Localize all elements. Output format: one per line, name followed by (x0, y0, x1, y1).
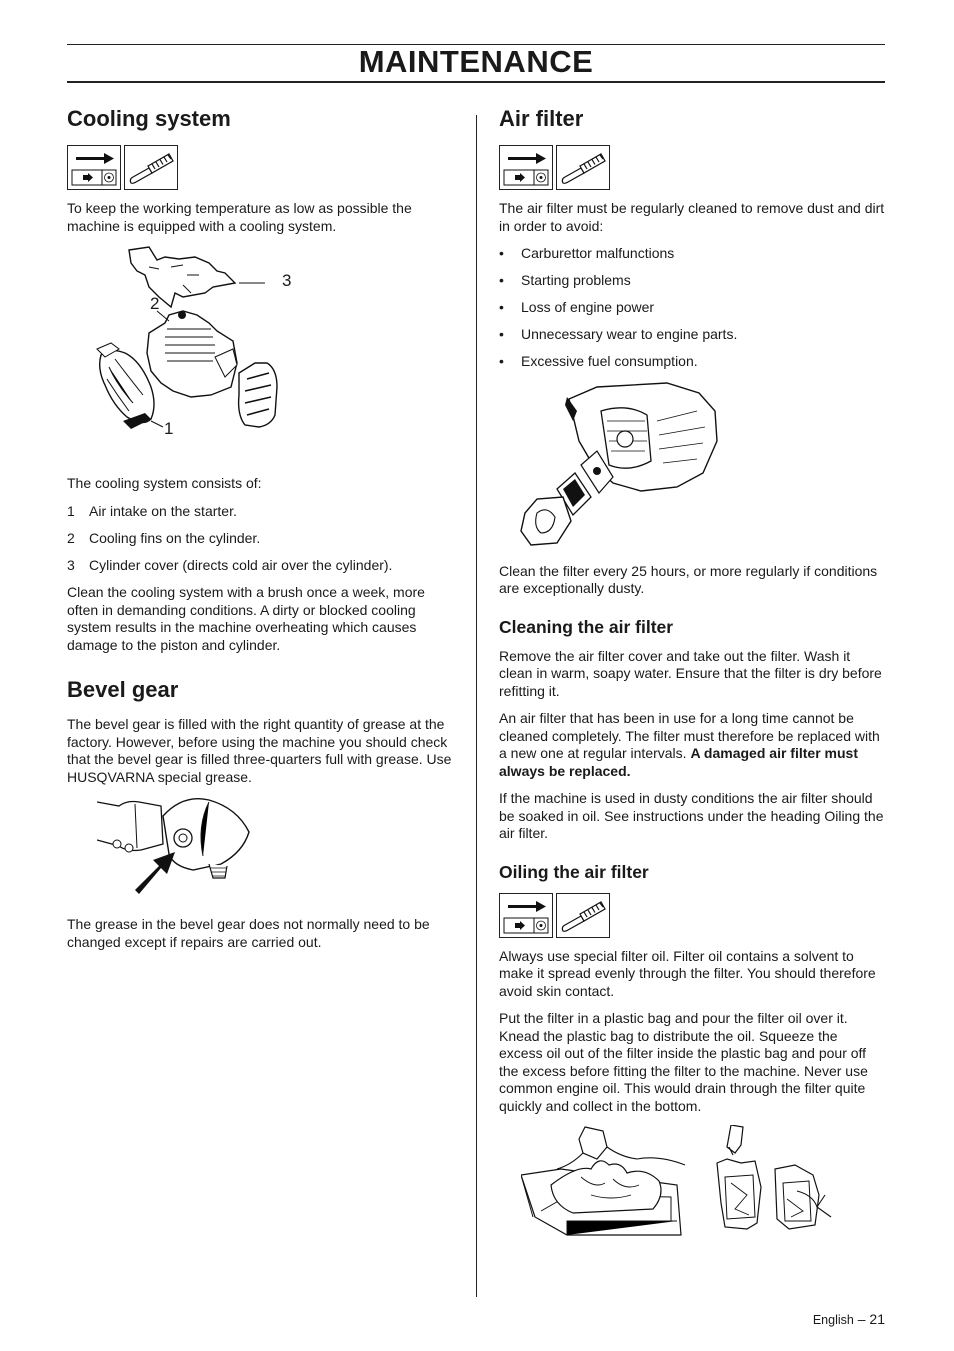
cooling-consists-intro: The cooling system consists of: (67, 475, 262, 491)
list-item (499, 353, 885, 371)
bevel-text-1: The bevel gear is filled with the right quantity of grease at the factory. However, before using the machine you should check that the bevel gear is filled three-quarters full with grease. Use HUSQVARNA special grease. (67, 716, 452, 785)
figure-label-1: 1 (164, 419, 174, 438)
bevel-gear-figure (97, 796, 297, 896)
list-text: Cooling fins on the cylinder. (89, 529, 261, 546)
list-item (67, 503, 453, 521)
cleaning-heading: Cleaning the air filter (499, 616, 674, 637)
bullet: • (499, 353, 504, 369)
cooling-heading: Cooling system (67, 106, 231, 131)
cleaning-text-2 (499, 710, 885, 780)
oiling-figure (521, 1125, 851, 1243)
oiling-text-1: Always use special filter oil. Filter oil contains a solvent to make it spread evenly through the filter. You should therefore avoid skin contact. (499, 947, 876, 999)
list-item (499, 326, 885, 344)
air-filter-problems-list (499, 245, 885, 371)
right-column (499, 105, 885, 1243)
cleaning-text-3: If the machine is used in dusty conditions the air filter should be soaked in oil. See instructions under the heading Oiling the air filter. (499, 790, 884, 841)
bullet: • (499, 245, 504, 261)
list-text: Carburettor malfunctions (521, 245, 675, 261)
air-filter-schedule: Clean the filter every 25 hours, or more regularly if conditions are exceptionally dusty. (499, 562, 878, 596)
list-text: Starting problems (521, 272, 631, 288)
list-item (499, 272, 885, 290)
column-divider (476, 115, 477, 1297)
arrow-schedule-icon (67, 145, 121, 190)
cleaning-text-2-bold: A damaged air filter must always be replaced. (499, 745, 858, 779)
bullet: • (499, 272, 504, 288)
bevel-text-2: The grease in the bevel gear does not normally need to be changed except if repairs are carried out. (67, 916, 430, 950)
footer-language: English (812, 1313, 854, 1327)
left-column (67, 105, 453, 961)
arrow-schedule-icon (499, 893, 553, 938)
bevel-heading: Bevel gear (67, 677, 179, 702)
list-text: Cylinder cover (directs cold air over the cylinder). (89, 556, 393, 573)
cooling-icon-row (67, 145, 453, 191)
bullet: • (499, 326, 504, 342)
list-item (67, 530, 453, 548)
cooling-system-figure (87, 245, 317, 450)
page-title: MAINTENANCE (358, 44, 594, 79)
brush-icon (556, 893, 610, 938)
list-text: Unnecessary wear to engine parts. (521, 326, 738, 342)
brush-icon (124, 145, 178, 190)
page-number: 21 (869, 1311, 885, 1327)
bullet: • (499, 299, 504, 315)
cleaning-text-2-regular: An air filter that has been in use for a long time cannot be cleaned completely. The filter must therefore be replaced with a new one at regular intervals. (499, 710, 880, 761)
air-filter-intro: The air filter must be regularly cleaned to remove dust and dirt in order to avoid: (499, 200, 885, 234)
air-filter-figure (517, 381, 737, 549)
air-filter-icon-row (499, 145, 885, 191)
list-number: 1 (67, 502, 75, 519)
list-item (499, 245, 885, 263)
list-text: Excessive fuel consumption. (521, 353, 698, 369)
cooling-intro: To keep the working temperature as low as possible the machine is equipped with a cooling system. (67, 200, 412, 234)
oiling-text-2: Put the filter in a plastic bag and pour the filter oil over it. Knead the plastic bag to distribute the oil. Squeeze the excess oil out of the filter inside the plastic bag and pour off the excess before fitting the filter to the machine. Never use common engine oil. This would drain through the filter quite quickly and collect in the bottom. (499, 1010, 868, 1114)
oiling-icon-row (499, 893, 885, 939)
list-item (67, 557, 453, 575)
title-underline (67, 81, 885, 83)
list-number: 2 (67, 529, 75, 546)
cooling-clean-text: Clean the cooling system with a brush once a week, more often in demanding conditions. A dirty or blocked cooling system results in the machine overheating which causes damage to the piston and cylinder. (67, 584, 425, 653)
oiling-heading: Oiling the air filter (499, 861, 649, 882)
list-text: Loss of engine power (521, 299, 655, 315)
list-text: Air intake on the starter. (89, 502, 237, 519)
cooling-parts-list (67, 503, 453, 575)
page-footer (813, 1311, 885, 1327)
brush-icon (556, 145, 610, 190)
air-filter-heading: Air filter (499, 106, 584, 131)
figure-label-3: 3 (282, 271, 292, 290)
footer-dash: – (857, 1311, 866, 1327)
figure-label-2: 2 (150, 294, 160, 313)
cleaning-text-1: Remove the air filter cover and take out the filter. Wash it clean in warm, soapy water. Ensure that the filter is dry before refitting it. (499, 647, 882, 699)
list-number: 3 (67, 556, 75, 573)
arrow-schedule-icon (499, 145, 553, 190)
list-item (499, 299, 885, 317)
